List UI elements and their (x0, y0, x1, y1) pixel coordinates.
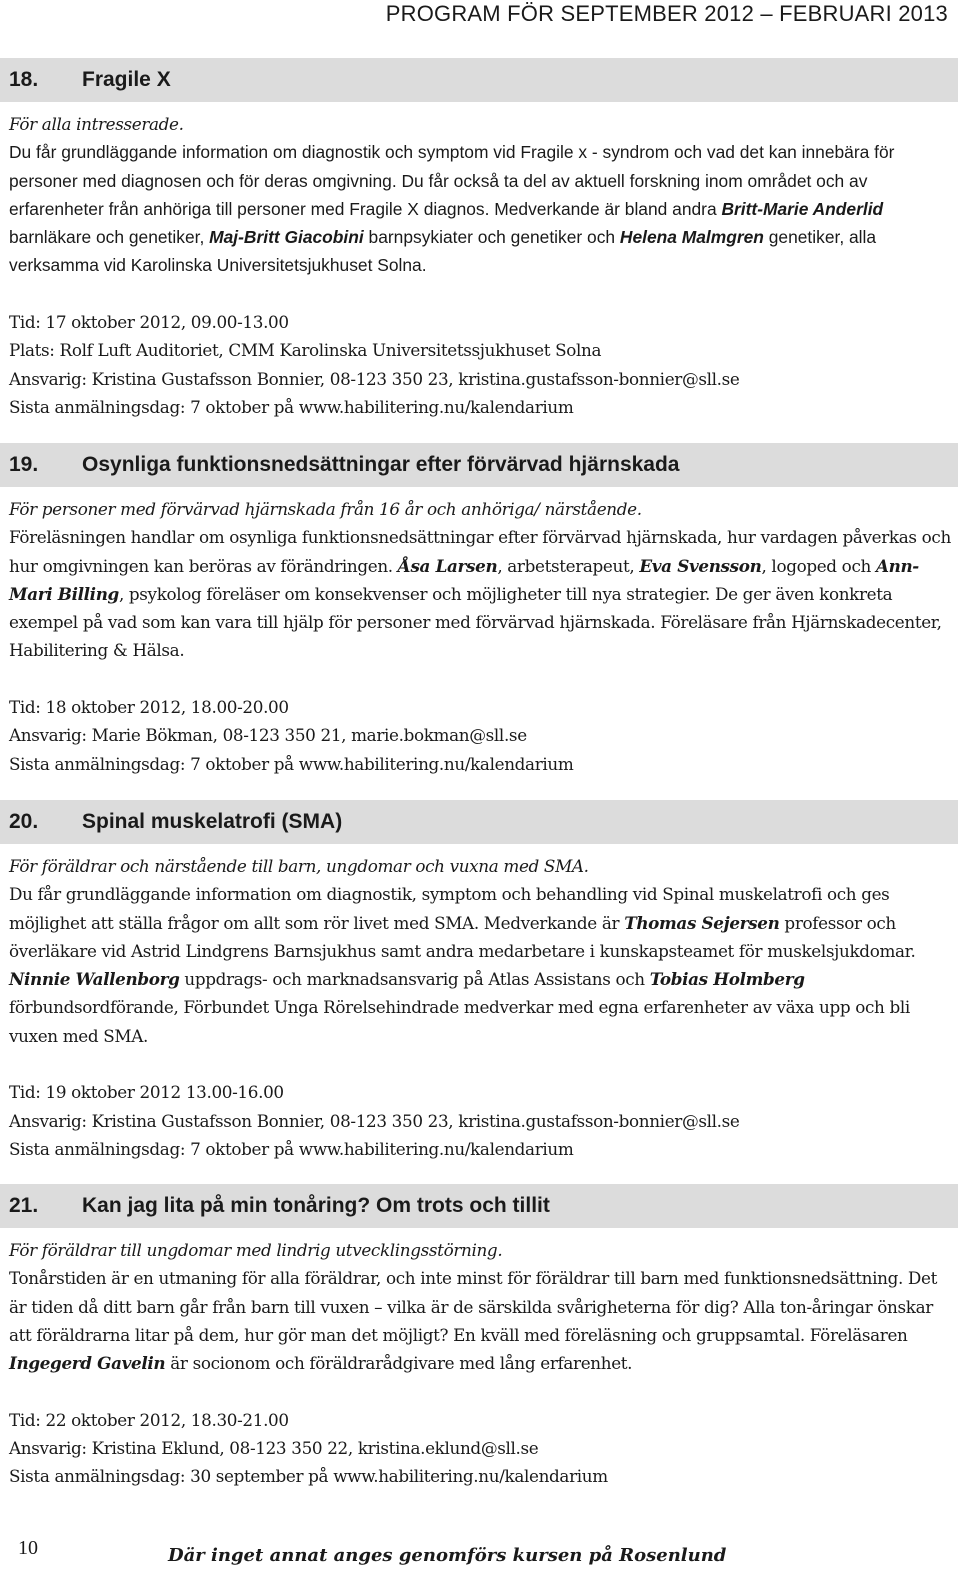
speaker-name: Tobias Holmberg (649, 969, 805, 990)
page-header: PROGRAM FÖR SEPTEMBER 2012 – FEBRUARI 2013 (385, 1, 948, 26)
audience: För personer med förvärvad hjärnskada från 16 år och anhöriga/ närstående. (9, 499, 642, 519)
deadline: Sista anmälningsdag: 7 oktober på www.habilitering.nu/kalendarium (9, 1138, 574, 1159)
time: Tid: 19 oktober 2012 13.00-16.00 (9, 1082, 284, 1103)
description: Föreläsningen handlar om osynliga funktionsnedsättningar efter förvärvad hjärnskada, hur vardagen påverkas och hur omgivningen kan beröras av förändringen. Åsa Larsen, arbetsterapeut, Eva Svensson, logoped och Ann-Mari Billing, psykolog föreläser om konsekvenser och möjligheter till nya strategier. De ger även konkreta exempel på vad som kan vara till hjälp för personer med förvärvad hjärnskada. Föreläsare från Hjärnskadecenter, Habilitering & Hälsa. (9, 527, 951, 661)
footer-note: Där inget annat anges genomförs kursen på Rosenlund (168, 1545, 727, 1566)
section-body (9, 1236, 954, 1491)
section-heading (0, 58, 958, 102)
section-title: Osynliga funktionsnedsättningar efter förvärvad hjärnskada (82, 453, 680, 476)
time: Tid: 22 oktober 2012, 18.30-21.00 (9, 1409, 289, 1430)
description: Du får grundläggande information om diagnostik och symptom vid Fragile x - syndrom och vad det kan innebära för personer med diagnosen och för deras omgivning. Du får också ta del av aktuell forskning inom området och av erfarenheter från anhöriga till personer med Fragile X diagnos. Medverkande är bland andra Britt-Marie Anderlid barnläkare och genetiker, Maj-Britt Giacobini barnpsykiater och genetiker och Helena Malmgren genetiker, alla verksamma vid Karolinska Universitetsjukhuset Solna. (9, 142, 895, 276)
section-body (9, 852, 954, 1163)
speaker-name: Eva Svensson (639, 555, 762, 576)
time: Tid: 18 oktober 2012, 18.00-20.00 (9, 697, 289, 718)
contact: Ansvarig: Marie Bökman, 08-123 350 21, marie.bokman@sll.se (9, 725, 527, 746)
section-title: Spinal muskelatrofi (SMA) (82, 810, 343, 833)
section-number: 19. (9, 453, 39, 476)
section-number: 20. (9, 810, 39, 833)
speaker-name: Helena Malmgren (619, 227, 764, 248)
speaker-name: Maj-Britt Giacobini (209, 227, 364, 248)
audience: För föräldrar och närstående till barn, ungdomar och vuxna med SMA. (9, 856, 589, 876)
section-title: Fragile X (82, 68, 171, 91)
audience: För alla intresserade. (9, 114, 184, 134)
place: Plats: Rolf Luft Auditoriet, CMM Karolinska Universitetssjukhuset Solna (9, 340, 602, 361)
section-number: 18. (9, 68, 39, 91)
deadline: Sista anmälningsdag: 30 september på www.habilitering.nu/kalendarium (9, 1466, 608, 1487)
speaker-name: Thomas Sejersen (624, 912, 780, 933)
speaker-name: Ann-Mari Billing (9, 555, 919, 604)
section-heading (0, 443, 958, 487)
section-body (9, 110, 954, 421)
speaker-name: Ingegerd Gavelin (9, 1353, 166, 1374)
section-title: Kan jag lita på min tonåring? Om trots och tillit (82, 1194, 550, 1217)
time: Tid: 17 oktober 2012, 09.00-13.00 (9, 312, 289, 333)
description: Du får grundläggande information om diagnostik, symptom och behandling vid Spinal muskelatrofi och ges möjlighet att ställa frågor om allt som rör livet med SMA. Medverkande är Thomas Sejersen professor och överläkare vid Astrid Lindgrens Barnsjukhus samt andra medarbetare i kunskapsteamet för muskelsjukdomar. Ninnie Wallenborg uppdrags- och marknadsansvarig på Atlas Assistans och Tobias Holmberg förbundsordförande, Förbundet Unga Rörelsehindrade medverkar med egna erfarenheter av växa upp och bli vuxen med SMA. (9, 884, 916, 1046)
deadline: Sista anmälningsdag: 7 oktober på www.habilitering.nu/kalendarium (9, 396, 574, 417)
description: Tonårstiden är en utmaning för alla föräldrar, och inte minst för föräldrar till barn med funktionsnedsättning. Det är tiden då ditt barn går från barn till vuxen – vilka är de särskilda svårigheterna för dig? Alla ton-åringar önskar att föräldrarna litar på dem, hur gör man det möjligt? En kväll med föreläsning och gruppsamtal. Föreläsaren Ingegerd Gavelin är socionom och föräldrarådgivare med lång erfarenhet. (9, 1268, 938, 1374)
section-body (9, 495, 954, 778)
contact: Ansvarig: Kristina Eklund, 08-123 350 22, kristina.eklund@sll.se (9, 1438, 539, 1459)
contact: Ansvarig: Kristina Gustafsson Bonnier, 08-123 350 23, kristina.gustafsson-bonnier@sll.se (9, 368, 740, 389)
speaker-name: Ninnie Wallenborg (9, 969, 180, 990)
speaker-name: Åsa Larsen (397, 555, 498, 576)
deadline: Sista anmälningsdag: 7 oktober på www.habilitering.nu/kalendarium (9, 753, 574, 774)
contact: Ansvarig: Kristina Gustafsson Bonnier, 08-123 350 23, kristina.gustafsson-bonnier@sll.se (9, 1110, 740, 1131)
section-heading (0, 800, 958, 844)
page-number: 10 (18, 1537, 38, 1559)
section-heading (0, 1184, 958, 1228)
audience: För föräldrar till ungdomar med lindrig utvecklingsstörning. (9, 1240, 503, 1260)
speaker-name: Britt-Marie Anderlid (721, 198, 884, 219)
section-number: 21. (9, 1194, 39, 1217)
